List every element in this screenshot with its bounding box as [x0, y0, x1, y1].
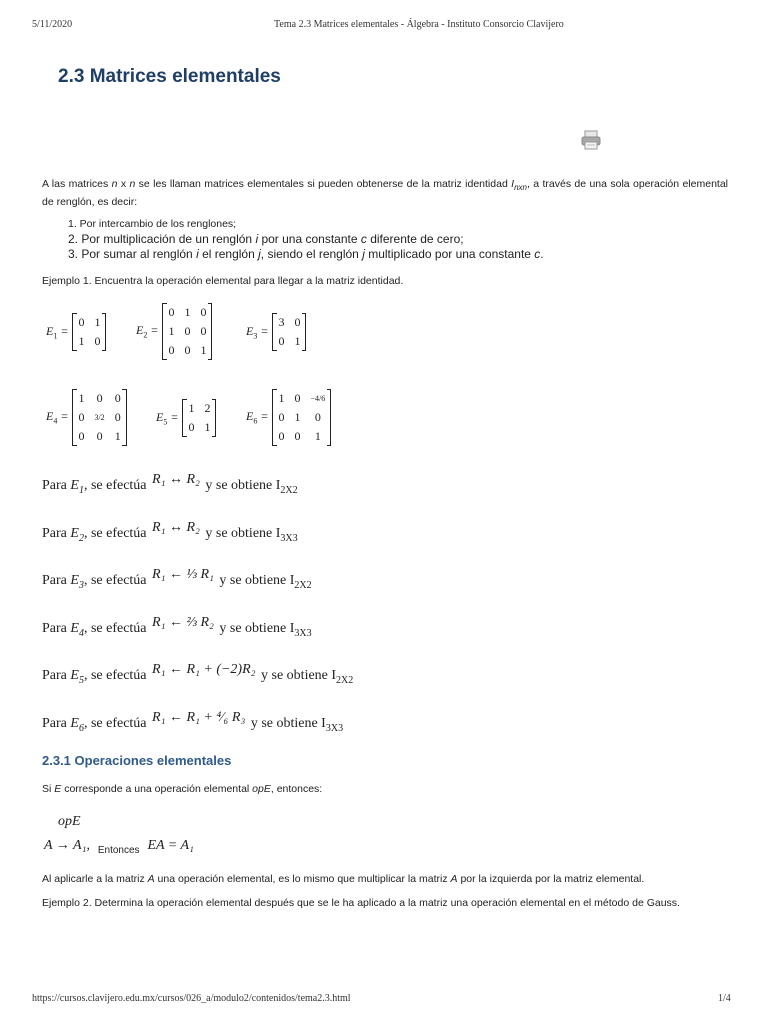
- operation-line: Para $E_1$, se efectúa R₁ ↔ R₂ y se obtiene $I_{2X2}$: [42, 472, 298, 496]
- si-paragraph: Si E corresponde a una operación elemental opE, entonces:: [42, 783, 323, 795]
- matrix-e2: $E_2$ = 0 1 0 1 0 0 0 0 1: [136, 303, 212, 360]
- operation-line: Para $E_2$, se efectúa R₁ ↔ R₂ y se obtiene $I_{3X3}$: [42, 520, 298, 544]
- list-item: 1. Por intercambio de los renglones;: [68, 218, 237, 230]
- operation-line: Para $E_6$, se efectúa R₁ ← R₁ + ⁴⁄₆ R₃ y se obtiene $I_{3X3}$: [42, 710, 344, 734]
- print-date: 5/11/2020: [32, 19, 73, 30]
- page-title: 2.3 Matrices elementales: [58, 66, 281, 87]
- matrix-e5: $E_5$ = 1 2 0 1: [156, 399, 216, 437]
- page-number: 1/4: [718, 993, 731, 1004]
- operation-line: Para $E_4$, se efectúa R₁ ← ⅔ R₂ y se obtiene $I_{3X3}$: [42, 615, 312, 639]
- formula-line: A → A₁, $_{Entonces}$ EA = A₁: [44, 838, 194, 856]
- example-2: Ejemplo 2. Determina la operación elemental después que se le ha aplicado a la matriz una operación elemental en el método de Gauss.: [42, 897, 680, 909]
- page-url[interactable]: https://cursos.clavijero.edu.mx/cursos/026_a/modulo2/contenidos/tema2.3.html: [32, 993, 351, 1004]
- intro-paragraph: A las matrices n x n se les llaman matrices elementales si pueden obtenerse de la matriz identidad $I_{nxn}$, a través de una sola operación elemental de renglón, es decir:: [42, 178, 728, 209]
- operation-line: Para $E_5$, se efectúa R₁ ← R₁ + (−2)R₂ y se obtiene $I_{2X2}$: [42, 662, 354, 686]
- section-title: 2.3.1 Operaciones elementales: [42, 753, 232, 768]
- printer-icon[interactable]: [580, 129, 602, 151]
- list-item: 2. Por multiplicación de un renglón i por una constante c diferente de cero;: [68, 232, 464, 246]
- matrix-e3: $E_3$ = 3 0 0 1: [246, 313, 306, 351]
- matrix-e1: $E_1$ = 0 1 1 0: [46, 313, 106, 351]
- apply-paragraph: Al aplicarle a la matriz A una operación elemental, es lo mismo que multiplicar la matriz A por la izquierda por la matriz elemental.: [42, 873, 645, 885]
- matrix-e4: $E_4$ = 1 0 0 0 3/2 0 0 0 1: [46, 389, 127, 446]
- formula-ope: opE: [58, 814, 81, 829]
- document-title: Tema 2.3 Matrices elementales - Álgebra - Instituto Consorcio Clavijero: [274, 19, 564, 30]
- list-item: 3. Por sumar al renglón i el renglón j, siendo el renglón j multiplicado por una constante c.: [68, 247, 544, 261]
- operation-line: Para $E_3$, se efectúa R₁ ← ⅓ R₁ y se obtiene $I_{2X2}$: [42, 567, 312, 591]
- example-1: Ejemplo 1. Encuentra la operación elemental para llegar a la matriz identidad.: [42, 275, 404, 287]
- matrix-e6: $E_6$ = 1 0 −4/6 0 1 0 0 0 1: [246, 389, 331, 446]
